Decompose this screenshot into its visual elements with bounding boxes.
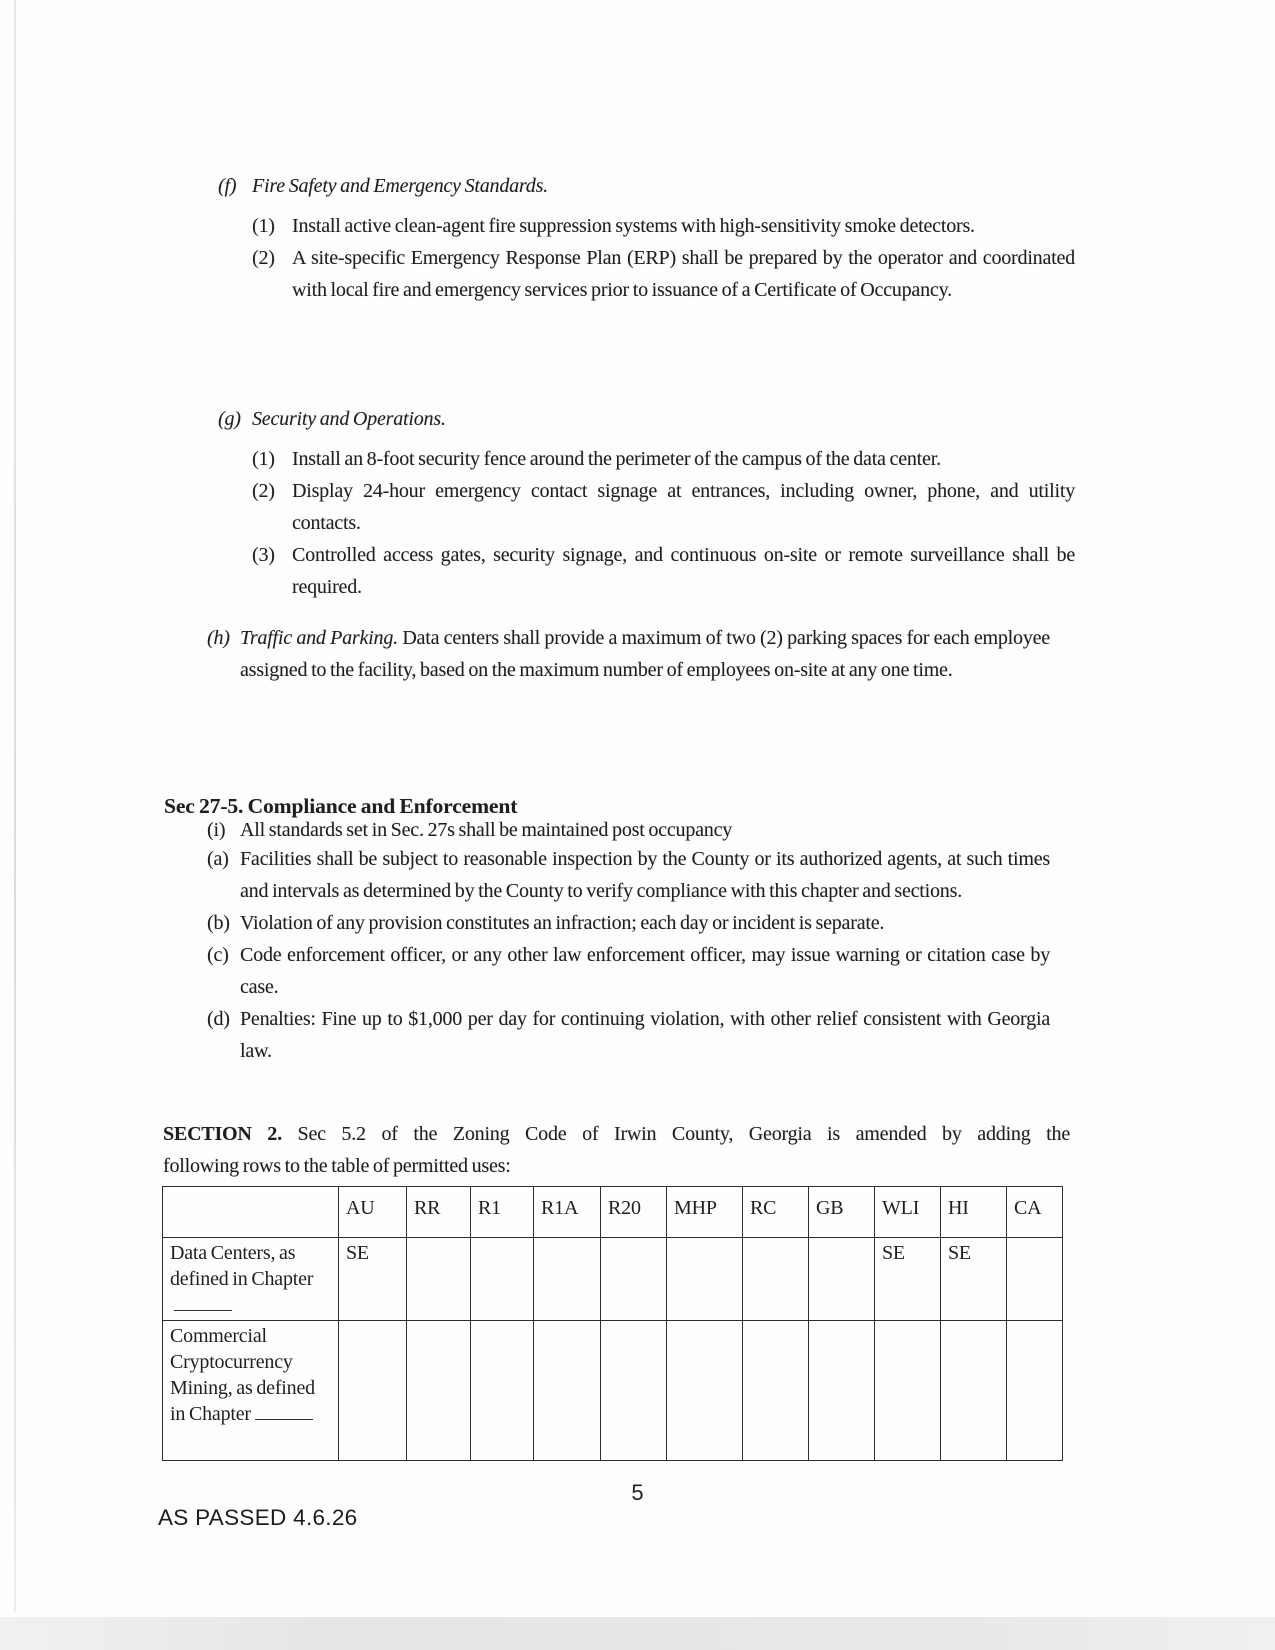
subsection-h-paragraph [240, 622, 1050, 686]
subsection-g [218, 403, 1075, 603]
section-2-paragraph [163, 1118, 1070, 1182]
section-2-heading: SECTION 2. [163, 1123, 282, 1145]
list-item-f1-label: (1) [252, 215, 275, 237]
list-item-f1-text: Install active clean-agent fire suppression systems with high-sensitivity smoke detectors. [292, 215, 975, 237]
list-item-c-label: (c) [207, 944, 229, 966]
permitted-uses-table [162, 1186, 1063, 1461]
list-item-g3-label: (3) [252, 544, 275, 566]
list-item-g1 [252, 443, 1075, 475]
subsection-h [207, 622, 1050, 686]
chapter-blank-line [174, 1298, 232, 1311]
subsection-h-label: (h) [207, 627, 230, 649]
col-header-blank [163, 1187, 339, 1238]
permitted-use-cell [809, 1321, 875, 1461]
permitted-use-cell [407, 1238, 471, 1321]
list-item-a [207, 843, 1050, 907]
permitted-use-cell: SE [339, 1238, 407, 1321]
subsection-f-heading [218, 170, 1075, 202]
row-label-data-centers: Data Centers, as defined in Chapter [163, 1238, 339, 1321]
permitted-use-cell [601, 1238, 667, 1321]
list-item-d [207, 1003, 1050, 1067]
permitted-use-cell [1007, 1321, 1063, 1461]
list-item-c-text: Code enforcement officer, or any other law enforcement officer, may issue warning or citation case by case. [240, 944, 1050, 998]
sec-27-5-heading: Sec 27-5. Compliance and Enforcement [164, 794, 518, 818]
permitted-use-cell [667, 1238, 743, 1321]
subsection-h-text: Data centers shall provide a maximum of two (2) parking spaces for each employee assigned to the facility, based on the maximum number of employees on-site at any one time. [240, 627, 1050, 681]
col-header-wli: WLI [875, 1187, 941, 1238]
list-item-a-text: Facilities shall be subject to reasonable inspection by the County or its authorized agents, at such times and intervals as determined by the County to verify compliance with this chapter and sections. [240, 848, 1050, 902]
scan-bottom-shadow [0, 1617, 1275, 1650]
permitted-use-cell [941, 1321, 1007, 1461]
permitted-use-cell [743, 1321, 809, 1461]
permitted-use-cell [407, 1321, 471, 1461]
col-header-rc: RC [743, 1187, 809, 1238]
list-item-f1 [252, 210, 1075, 242]
col-header-ca: CA [1007, 1187, 1063, 1238]
page-number: 5 [631, 1480, 644, 1505]
list-item-f2-text: A site-specific Emergency Response Plan (ERP) shall be prepared by the operator and coordinated with local fire and emergency services prior to issuance of a Certificate of Occupancy. [292, 247, 1075, 301]
subsection-g-items [252, 443, 1075, 603]
permitted-use-cell [1007, 1238, 1063, 1321]
subsection-i-label: (i) [207, 819, 226, 841]
list-item-g3-text: Controlled access gates, security signage, and continuous on-site or remote surveillance shall be required. [292, 544, 1075, 598]
table-header-row [163, 1187, 1063, 1238]
col-header-r1: R1 [471, 1187, 534, 1238]
permitted-use-cell [471, 1238, 534, 1321]
section-2-text-line1: Sec 5.2 of the Zoning Code of Irwin County, Georgia is amended by adding the [297, 1123, 1070, 1145]
section-2-line1 [163, 1118, 1070, 1150]
table-row-crypto-mining [163, 1321, 1063, 1461]
list-item-g1-label: (1) [252, 448, 275, 470]
col-header-mhp: MHP [667, 1187, 743, 1238]
permitted-use-cell [534, 1321, 601, 1461]
list-item-b-text: Violation of any provision constitutes an infraction; each day or incident is separate. [240, 912, 885, 934]
permitted-use-cell [471, 1321, 534, 1461]
col-header-au: AU [339, 1187, 407, 1238]
permitted-use-cell: SE [941, 1238, 1007, 1321]
subsection-i-text: All standards set in Sec. 27s shall be maintained post occupancy [240, 819, 733, 841]
col-header-gb: GB [809, 1187, 875, 1238]
list-item-b-label: (b) [207, 912, 230, 934]
permitted-use-cell: SE [875, 1238, 941, 1321]
permitted-use-cell [875, 1321, 941, 1461]
permitted-use-cell [339, 1321, 407, 1461]
permitted-uses-table-wrap [162, 1186, 1063, 1461]
list-item-d-text: Penalties: Fine up to $1,000 per day for continuing violation, with other relief consistent with Georgia law. [240, 1008, 1050, 1062]
list-item-b [207, 907, 1050, 939]
list-item-g3 [252, 539, 1075, 603]
list-item-g1-text: Install an 8-foot security fence around the perimeter of the campus of the data center. [292, 448, 941, 470]
permitted-use-cell [743, 1238, 809, 1321]
list-item-g2-text: Display 24-hour emergency contact signage at entrances, including owner, phone, and utility contacts. [292, 480, 1075, 534]
list-item-a-label: (a) [207, 848, 229, 870]
col-header-rr: RR [407, 1187, 471, 1238]
subsection-f-title: Fire Safety and Emergency Standards. [252, 175, 548, 197]
permitted-use-cell [534, 1238, 601, 1321]
subsection-g-title: Security and Operations. [252, 408, 446, 430]
sec-27-5-items [207, 843, 1050, 1067]
permitted-use-cell [601, 1321, 667, 1461]
section-2-text-line2: following rows to the table of permitted uses: [163, 1155, 511, 1177]
permitted-use-cell [667, 1321, 743, 1461]
table-row-data-centers [163, 1238, 1063, 1321]
list-item-f2 [252, 242, 1075, 306]
list-item-g2-label: (2) [252, 480, 275, 502]
subsection-h-title: Traffic and Parking. [240, 627, 398, 649]
list-item-g2 [252, 475, 1075, 539]
col-header-hi: HI [941, 1187, 1007, 1238]
chapter-blank-line [255, 1407, 313, 1420]
list-item-d-label: (d) [207, 1008, 230, 1030]
subsection-g-label: (g) [218, 408, 241, 430]
scan-edge-line [14, 0, 16, 1612]
list-item-f2-label: (2) [252, 247, 275, 269]
list-item-c [207, 939, 1050, 1003]
subsection-f [218, 170, 1075, 306]
subsection-f-items [252, 210, 1075, 306]
col-header-r1a: R1A [534, 1187, 601, 1238]
row-label-crypto-mining: Commercial Cryptocurrency Mining, as defined in Chapter [163, 1321, 339, 1461]
col-header-r20: R20 [601, 1187, 667, 1238]
subsection-g-heading [218, 403, 1075, 435]
permitted-use-cell [809, 1238, 875, 1321]
subsection-f-label: (f) [218, 175, 237, 197]
as-passed-stamp: AS PASSED 4.6.26 [158, 1505, 358, 1530]
